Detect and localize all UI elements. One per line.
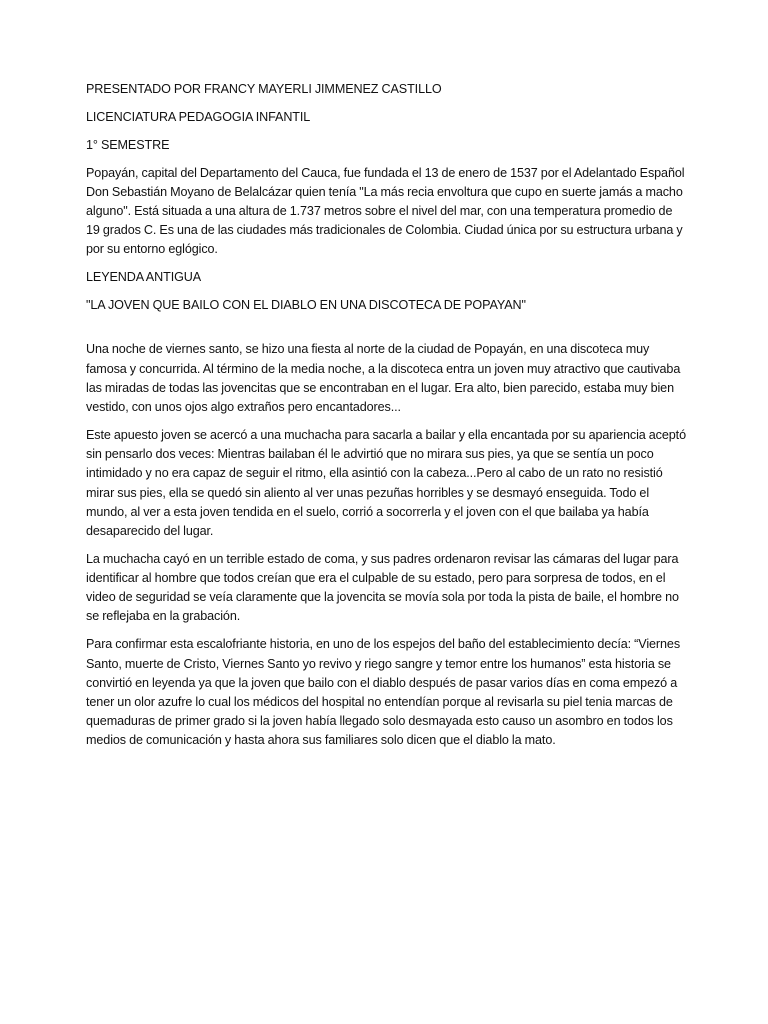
legend-title: "LA JOVEN QUE BAILO CON EL DIABLO EN UNA DISCOTECA DE POPAYAN"	[86, 298, 526, 313]
semester-line: 1° SEMESTRE	[86, 137, 170, 152]
story-paragraph-4: Para confirmar esta escalofriante historia, en uno de los espejos del baño del establecimiento decía: “Viernes Santo, muerte de Cristo, Viernes Santo yo revivo y riego sangre y temor entre los humanos” esta historia se convirtió en leyenda ya que la joven que bailo con el diablo después de pasar varios días en coma empezó a tener un olor azufre lo cual los médicos del hospital no entendían porque al revisarla su piel tenia marcas de quemaduras de primer grado si la joven había llegado solo desmayada esto causo un asombro en todos los medios de comunicación y hasta ahora sus familiares solo dicen que el diablo la mato.	[86, 637, 681, 748]
document-page	[86, 80, 686, 759]
program-line: LICENCIATURA PEDAGOGIA INFANTIL	[86, 109, 311, 124]
story-paragraph-2: Este apuesto joven se acercó a una muchacha para sacarla a bailar y ella encantada por su apariencia aceptó sin pensarlo dos veces: Mientras bailaban él le advirtió que no mirara sus pies, ya que se sentía un poco intimidado y no era capaz de seguir el ritmo, ella asintió con la cabeza...Pero al cabo de un rato no resistió mirar sus pies, ella se quedó sin aliento al ver unas pezuñas horribles y se desmayó enseguida. Todo el mundo, al ver a esta joven tendida en el suelo, corrió a socorrerla y el joven con el que bailaba ya había desaparecido del lugar.	[86, 427, 686, 538]
story-paragraph-3: La muchacha cayó en un terrible estado de coma, y sus padres ordenaron revisar las cámaras del lugar para identificar al hombre que todos creían que era el culpable de su estado, pero para sorpresa de todos, en el video de seguridad se veía claramente que la jovencita se movía sola por toda la pista de baile, el hombre no se reflejaba en la grabación.	[86, 551, 679, 624]
intro-paragraph: Popayán, capital del Departamento del Cauca, fue fundada el 13 de enero de 1537 por el Adelantado Español Don Sebastián Moyano de Belalcázar quien tenía "La más recia envoltura que cupo en suerte jamás a macho alguno". Está situada a una altura de 1.737 metros sobre el nivel del mar, con una temperatura promedio de 19 grados C. Es una de las ciudades más tradicionales de Colombia. Ciudad única por su estructura urbana y por su entorno eglógico.	[86, 165, 685, 257]
legend-heading: LEYENDA ANTIGUA	[86, 270, 202, 285]
author-line: PRESENTADO POR FRANCY MAYERLI JIMMENEZ CASTILLO	[86, 82, 442, 96]
story-paragraph-1: Una noche de viernes santo, se hizo una fiesta al norte de la ciudad de Popayán, en una discoteca muy famosa y concurrida. Al término de la media noche, a la discoteca entra un joven muy atractivo que cautivaba las miradas de todas las jovencitas que se encontraban en el lugar. Era alto, bien parecido, estaba muy bien vestido, con unos ojos algo extraños pero encantadores...	[86, 342, 681, 415]
